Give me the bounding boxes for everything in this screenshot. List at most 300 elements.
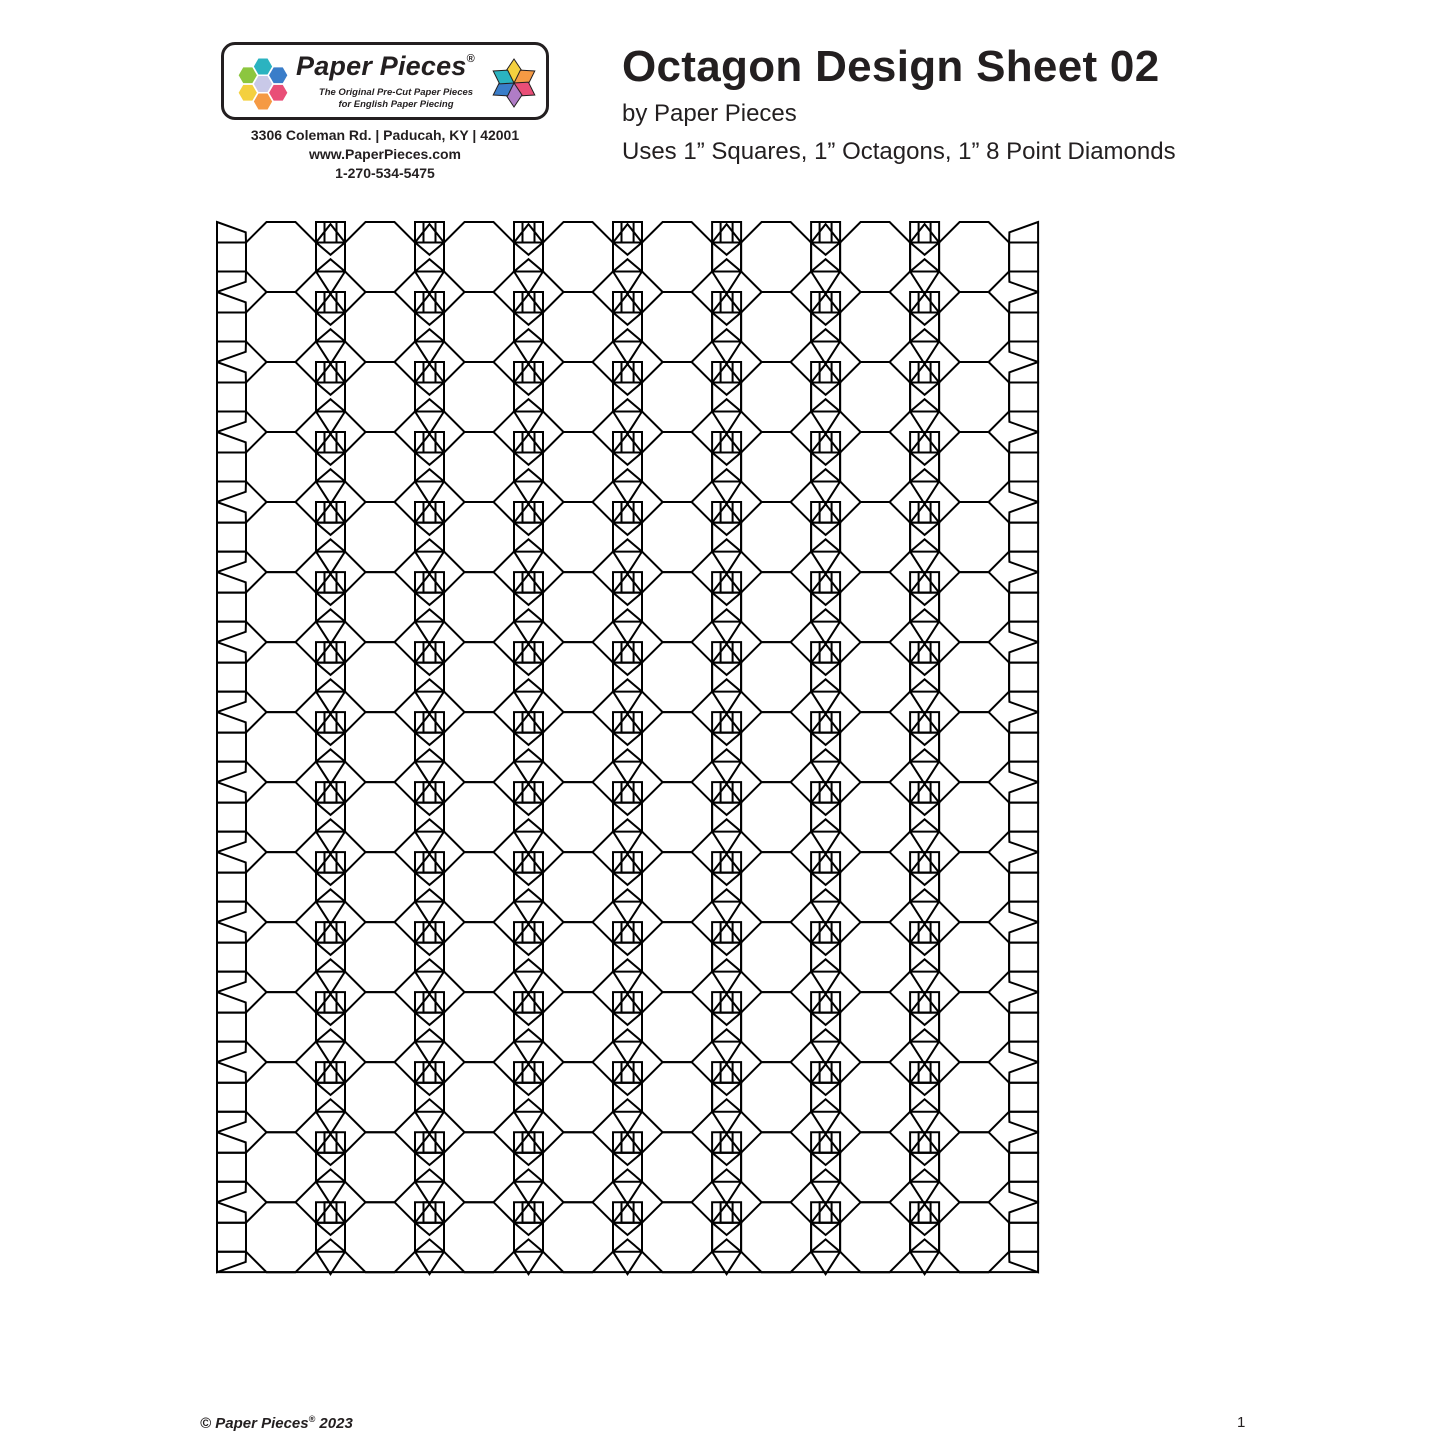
byline: by Paper Pieces — [622, 100, 797, 127]
edge-diamond — [217, 222, 246, 243]
edge-diamond — [217, 1202, 246, 1223]
octagon — [840, 292, 910, 362]
octagon — [642, 712, 712, 782]
diamond — [514, 714, 543, 745]
diamond — [712, 679, 741, 714]
diamond — [316, 1134, 345, 1165]
octagon — [444, 852, 514, 922]
diamond — [712, 994, 741, 1025]
diamond — [514, 1064, 543, 1095]
octagon — [840, 502, 910, 572]
octagon — [642, 782, 712, 852]
diamond — [514, 1134, 543, 1165]
diamond — [514, 294, 543, 325]
octagon — [345, 222, 415, 292]
diamond — [712, 749, 741, 784]
edge-diamond — [217, 342, 246, 363]
octagon — [345, 432, 415, 502]
edge-diamond — [1009, 1202, 1038, 1223]
diamond — [712, 574, 741, 605]
octagon — [741, 782, 811, 852]
edge-square — [217, 453, 246, 482]
octagon — [642, 572, 712, 642]
diamond — [811, 399, 840, 434]
edge-diamond — [217, 502, 246, 523]
diamond — [415, 539, 444, 574]
octagon — [543, 922, 613, 992]
octagon — [840, 222, 910, 292]
diamond — [712, 399, 741, 434]
diamond — [613, 259, 642, 294]
octagon — [543, 782, 613, 852]
diamond — [316, 819, 345, 854]
edge-diamond — [217, 902, 246, 923]
octagon — [840, 852, 910, 922]
diamond — [910, 294, 939, 325]
octagon — [543, 222, 613, 292]
diamond — [316, 399, 345, 434]
octagon — [543, 712, 613, 782]
edge-diamond — [217, 762, 246, 783]
edge-diamond — [1009, 342, 1038, 363]
phone: 1-270-534-5475 — [335, 165, 435, 181]
edge-diamond — [1009, 222, 1038, 243]
diamond — [613, 749, 642, 784]
diamond — [811, 609, 840, 644]
octagon — [840, 1132, 910, 1202]
octagon — [840, 642, 910, 712]
diamond — [613, 294, 642, 325]
octagon — [345, 1062, 415, 1132]
octagon — [246, 712, 316, 782]
diamond — [613, 609, 642, 644]
octagon — [543, 642, 613, 712]
diamond — [613, 924, 642, 955]
octagon — [543, 292, 613, 362]
diamond — [415, 889, 444, 924]
diamond — [613, 679, 642, 714]
diamond — [415, 714, 444, 745]
diamond — [811, 539, 840, 574]
octagon — [345, 292, 415, 362]
edge-diamond — [1009, 432, 1038, 453]
diamond — [613, 784, 642, 815]
edge-diamond — [1009, 1062, 1038, 1083]
octagon — [939, 782, 1009, 852]
diamond — [712, 434, 741, 465]
diamond — [514, 1099, 543, 1134]
diamond — [910, 609, 939, 644]
edge-diamond — [1009, 902, 1038, 923]
diamond — [415, 399, 444, 434]
edge-diamond — [1009, 482, 1038, 503]
octagon — [642, 852, 712, 922]
tagline-line-2: for English Paper Piecing — [338, 99, 454, 110]
diamond — [415, 1204, 444, 1235]
diamond — [514, 574, 543, 605]
octagon — [444, 362, 514, 432]
edge-square — [217, 663, 246, 692]
octagon — [741, 1062, 811, 1132]
octagon — [444, 1062, 514, 1132]
edge-square — [217, 1223, 246, 1252]
edge-diamond — [217, 922, 246, 943]
edge-square — [1009, 243, 1038, 272]
edge-diamond — [217, 782, 246, 803]
diamond — [514, 259, 543, 294]
octagon — [741, 642, 811, 712]
diamond — [712, 364, 741, 395]
diamond — [712, 959, 741, 994]
octagon — [345, 1132, 415, 1202]
diamond — [910, 1064, 939, 1095]
octagon — [939, 432, 1009, 502]
diamond — [811, 644, 840, 675]
diamond — [415, 959, 444, 994]
diamond — [514, 679, 543, 714]
octagon — [345, 502, 415, 572]
diamond — [415, 1239, 444, 1274]
address: 3306 Coleman Rd. | Paducah, KY | 42001 — [250, 127, 520, 143]
edge-diamond — [217, 972, 246, 993]
octagon — [444, 222, 514, 292]
octagon — [444, 292, 514, 362]
octagon — [939, 222, 1009, 292]
diamond — [712, 1099, 741, 1134]
diamond — [712, 889, 741, 924]
octagon — [246, 432, 316, 502]
octagon — [444, 922, 514, 992]
diamond — [910, 259, 939, 294]
diamond — [613, 644, 642, 675]
edge-square — [1009, 943, 1038, 972]
diamond — [613, 539, 642, 574]
diamond — [811, 924, 840, 955]
edge-diamond — [1009, 832, 1038, 853]
diamond — [811, 749, 840, 784]
octagon — [741, 852, 811, 922]
edge-square — [1009, 1223, 1038, 1252]
edge-diamond — [217, 832, 246, 853]
diamond — [811, 854, 840, 885]
octagon — [939, 502, 1009, 572]
edge-square — [217, 1153, 246, 1182]
diamond — [316, 994, 345, 1025]
octagon — [345, 992, 415, 1062]
diamond — [316, 469, 345, 504]
octagon — [543, 1132, 613, 1202]
diamond — [613, 434, 642, 465]
diamond — [316, 679, 345, 714]
octagon — [246, 992, 316, 1062]
octagon — [543, 502, 613, 572]
diamond — [514, 399, 543, 434]
diamond — [316, 364, 345, 395]
diamond — [712, 1134, 741, 1165]
octagon — [642, 1202, 712, 1272]
diamond — [712, 224, 741, 255]
edge-diamond — [1009, 272, 1038, 293]
diamond — [613, 959, 642, 994]
octagon — [543, 852, 613, 922]
diamond — [316, 1064, 345, 1095]
diamond — [415, 609, 444, 644]
octagon — [939, 1202, 1009, 1272]
octagon — [444, 572, 514, 642]
edge-diamond — [217, 712, 246, 733]
edge-square — [217, 943, 246, 972]
diamond — [712, 1029, 741, 1064]
octagon — [444, 1132, 514, 1202]
edge-diamond — [217, 622, 246, 643]
diamond — [811, 959, 840, 994]
diamond — [415, 364, 444, 395]
octagon — [246, 642, 316, 712]
octagon — [444, 502, 514, 572]
edge-square — [1009, 523, 1038, 552]
octagon — [246, 782, 316, 852]
diamond — [316, 1204, 345, 1235]
diamond — [415, 819, 444, 854]
diamond — [811, 469, 840, 504]
edge-square — [1009, 453, 1038, 482]
diamond — [316, 924, 345, 955]
edge-square — [1009, 873, 1038, 902]
diamond — [811, 889, 840, 924]
diamond — [415, 469, 444, 504]
edge-diamond — [1009, 552, 1038, 573]
diamond — [514, 539, 543, 574]
diamond — [811, 434, 840, 465]
diamond — [811, 1169, 840, 1204]
edge-diamond — [217, 572, 246, 593]
diamond — [316, 959, 345, 994]
diamond — [910, 1099, 939, 1134]
diamond — [712, 1064, 741, 1095]
edge-diamond — [217, 1112, 246, 1133]
edge-diamond — [1009, 572, 1038, 593]
diamond — [613, 574, 642, 605]
diamond — [316, 259, 345, 294]
diamond — [613, 1134, 642, 1165]
diamond — [910, 574, 939, 605]
diamond — [514, 644, 543, 675]
edge-diamond — [1009, 692, 1038, 713]
diamond — [316, 889, 345, 924]
diamond — [514, 1029, 543, 1064]
octagon — [840, 432, 910, 502]
octagon — [345, 782, 415, 852]
diamond — [514, 609, 543, 644]
octagon — [840, 992, 910, 1062]
edge-diamond — [1009, 1112, 1038, 1133]
diamond — [514, 434, 543, 465]
diamond — [415, 1169, 444, 1204]
copyright: © Paper Pieces® 2023 — [200, 1414, 353, 1432]
octagon — [543, 1202, 613, 1272]
octagon — [741, 1132, 811, 1202]
diamond — [712, 609, 741, 644]
diamond — [712, 714, 741, 745]
edge-diamond — [217, 1252, 246, 1273]
diamond — [514, 1204, 543, 1235]
octagon — [246, 292, 316, 362]
uses-line: Uses 1” Squares, 1” Octagons, 1” 8 Point Diamonds — [622, 138, 1176, 165]
edge-square — [217, 243, 246, 272]
diamond — [712, 1239, 741, 1274]
edge-square — [1009, 1153, 1038, 1182]
edge-diamond — [217, 992, 246, 1013]
octagon — [642, 362, 712, 432]
diamond — [316, 854, 345, 885]
octagon — [939, 712, 1009, 782]
octagon — [246, 1062, 316, 1132]
octagon — [444, 1202, 514, 1272]
edge-square — [217, 593, 246, 622]
diamond — [811, 994, 840, 1025]
octagon — [345, 922, 415, 992]
diamond — [811, 504, 840, 535]
octagon — [741, 502, 811, 572]
brand-name: Paper Pieces® — [296, 51, 475, 81]
octagon — [840, 362, 910, 432]
diamond — [910, 1169, 939, 1204]
diamond — [712, 259, 741, 294]
edge-diamond — [1009, 622, 1038, 643]
diamond — [811, 1029, 840, 1064]
diamond — [613, 1099, 642, 1134]
edge-square — [1009, 733, 1038, 762]
octagon — [345, 642, 415, 712]
octagon — [840, 1062, 910, 1132]
octagon — [246, 922, 316, 992]
octagon — [840, 1202, 910, 1272]
edge-diamond — [217, 1132, 246, 1153]
octagon — [741, 992, 811, 1062]
diamond — [415, 854, 444, 885]
diamond — [811, 224, 840, 255]
diamond — [415, 294, 444, 325]
diamond — [910, 854, 939, 885]
diamond — [712, 1204, 741, 1235]
diamond — [514, 1169, 543, 1204]
edge-square — [1009, 593, 1038, 622]
octagon — [246, 222, 316, 292]
edge-diamond — [217, 1182, 246, 1203]
octagon — [939, 642, 1009, 712]
diamond — [910, 539, 939, 574]
octagon — [939, 362, 1009, 432]
diamond — [712, 644, 741, 675]
edge-diamond — [217, 852, 246, 873]
diamond — [712, 784, 741, 815]
octagon — [642, 1062, 712, 1132]
diamond — [811, 259, 840, 294]
diamond — [613, 994, 642, 1025]
edge-square — [217, 523, 246, 552]
octagon — [345, 1202, 415, 1272]
edge-square — [1009, 383, 1038, 412]
diamond — [811, 1064, 840, 1095]
diamond — [910, 1029, 939, 1064]
diamond — [415, 504, 444, 535]
tagline-line-1: The Original Pre-Cut Paper Pieces — [318, 87, 474, 98]
octagon — [939, 572, 1009, 642]
edge-diamond — [1009, 1132, 1038, 1153]
octagon — [345, 712, 415, 782]
edge-diamond — [1009, 1252, 1038, 1273]
diamond — [514, 924, 543, 955]
diamond — [415, 644, 444, 675]
diamond — [415, 784, 444, 815]
diamond — [514, 469, 543, 504]
octagon — [642, 502, 712, 572]
octagon — [444, 642, 514, 712]
edge-diamond — [1009, 762, 1038, 783]
edge-square — [1009, 663, 1038, 692]
octagon — [840, 572, 910, 642]
diamond — [811, 679, 840, 714]
edge-diamond — [1009, 992, 1038, 1013]
octagon — [246, 1202, 316, 1272]
edge-diamond — [217, 692, 246, 713]
diamond — [514, 994, 543, 1025]
diamond — [514, 364, 543, 395]
edge-square — [217, 1013, 246, 1042]
diamond — [613, 854, 642, 885]
edge-diamond — [217, 412, 246, 433]
diamond — [316, 784, 345, 815]
diamond — [910, 1204, 939, 1235]
octagon — [939, 922, 1009, 992]
diamond — [811, 329, 840, 364]
page-number: 1 — [1237, 1414, 1246, 1431]
octagon — [642, 1132, 712, 1202]
diamond — [613, 819, 642, 854]
diamond — [514, 959, 543, 994]
edge-square — [217, 1083, 246, 1112]
edge-square — [1009, 1013, 1038, 1042]
octagon — [642, 992, 712, 1062]
octagon — [642, 922, 712, 992]
octagon — [642, 432, 712, 502]
diamond — [415, 434, 444, 465]
octagon — [543, 362, 613, 432]
diamond — [316, 714, 345, 745]
edge-diamond — [217, 362, 246, 383]
edge-diamond — [1009, 642, 1038, 663]
edge-diamond — [217, 552, 246, 573]
octagon — [741, 292, 811, 362]
diamond — [613, 399, 642, 434]
diamond — [514, 224, 543, 255]
octagon — [840, 782, 910, 852]
diamond — [316, 539, 345, 574]
diamond — [514, 749, 543, 784]
edge-diamond — [217, 292, 246, 313]
edge-diamond — [1009, 852, 1038, 873]
edge-diamond — [217, 1062, 246, 1083]
octagon — [444, 782, 514, 852]
octagon — [741, 572, 811, 642]
edge-diamond — [1009, 1042, 1038, 1063]
diamond — [811, 819, 840, 854]
edge-square — [217, 313, 246, 342]
diamond — [514, 819, 543, 854]
diamond — [316, 504, 345, 535]
octagon — [246, 502, 316, 572]
diamond — [811, 714, 840, 745]
